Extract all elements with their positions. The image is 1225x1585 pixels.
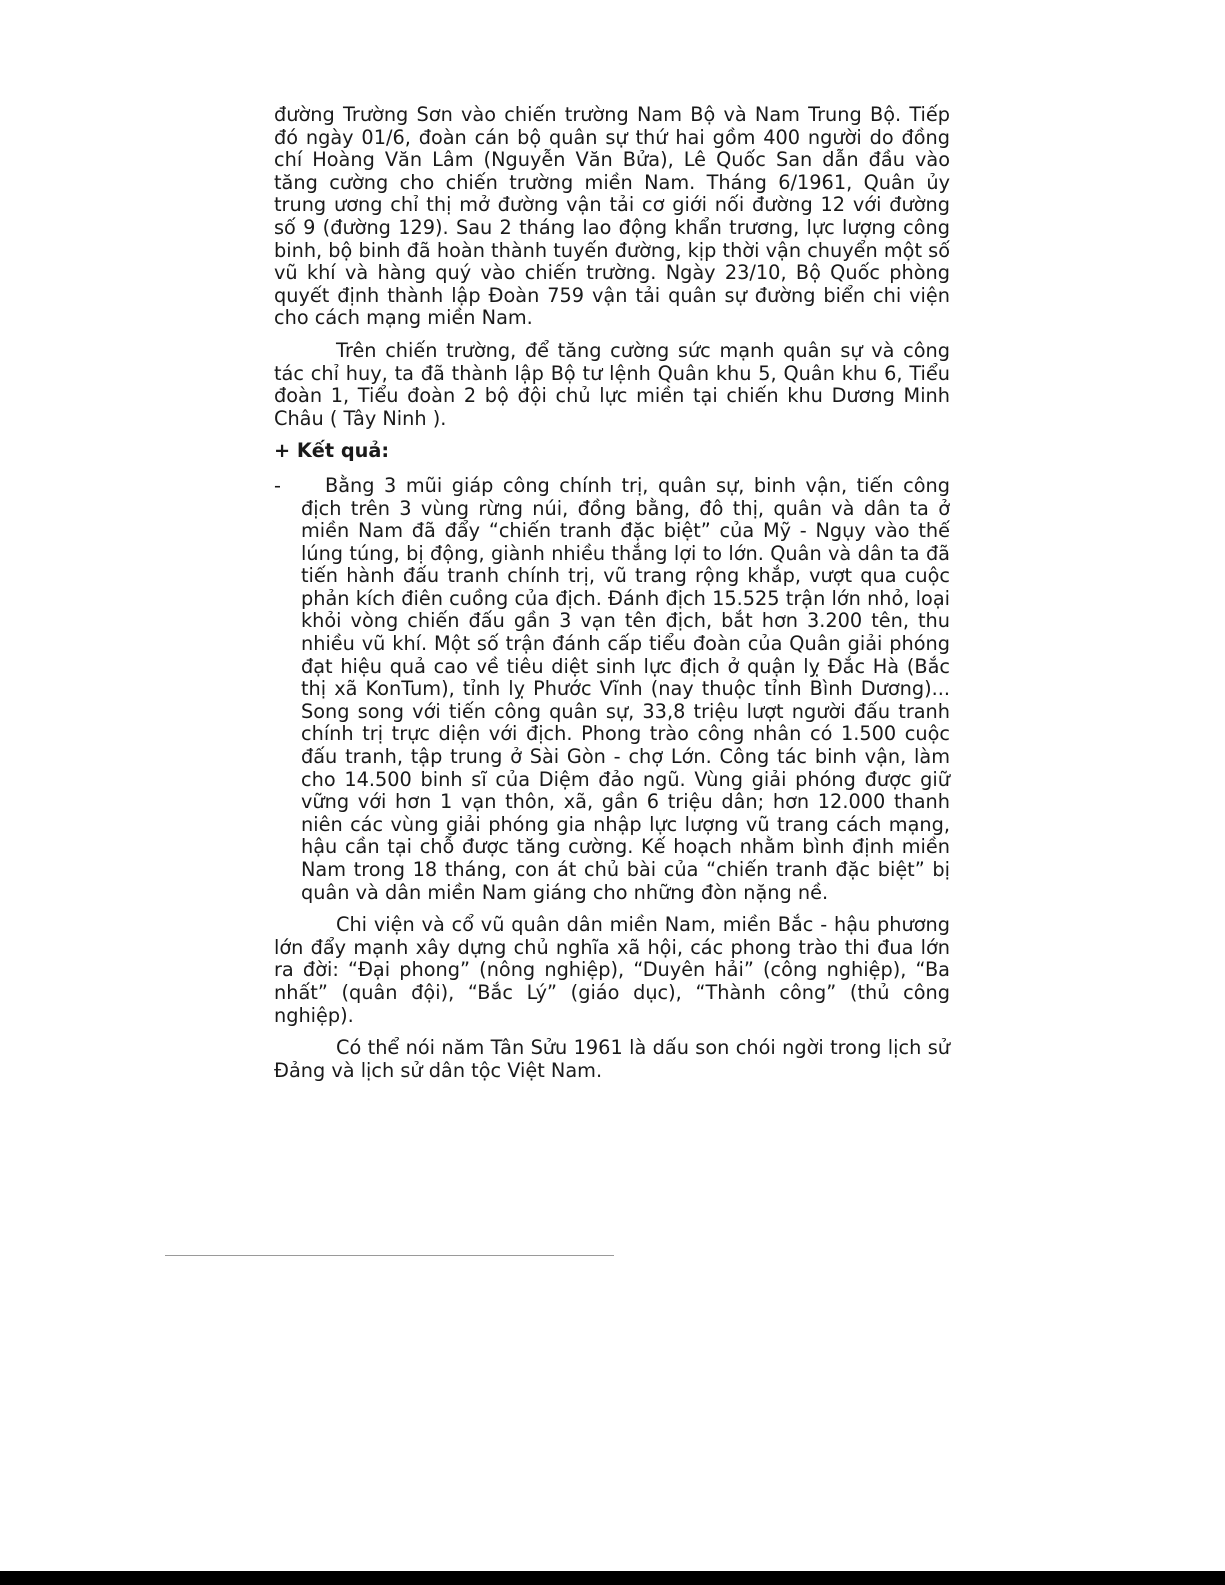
- paragraph-continued: đường Trường Sơn vào chiến trường Nam Bộ và Nam Trung Bộ. Tiếp đó ngày 01/6, đoàn cán bộ quân sự thứ hai gồm 400 người do đồng chí Hoàng Văn Lâm (Nguyễn Văn Bửa), Lê Quốc San dẫn đầu vào tăng cường cho chiến trường miền Nam. Tháng 6/1961, Quân ủy trung ương chỉ thị mở đường vận tải cơ giới nối đường 12 với đường số 9 (đường 129). Sau 2 tháng lao động khẩn trương, lực lượng công binh, bộ binh đã hoàn thành tuyến đường, kịp thời vận chuyển một số vũ khí và hàng quý vào chiến trường. Ngày 23/10, Bộ Quốc phòng quyết định thành lập Đoàn 759 vận tải quân sự đường biển chi viện cho cách mạng miền Nam.: [274, 103, 950, 330]
- page-bottom-edge: [0, 1571, 1225, 1585]
- paragraph-command-structure: Trên chiến trường, để tăng cường sức mạnh quân sự và công tác chỉ huy, ta đã thành lập Bộ tư lệnh Quân khu 5, Quân khu 6, Tiểu đoàn 1, Tiểu đoàn 2 bộ đội chủ lực miền tại chiến khu Dương Minh Châu ( Tây Ninh ).: [274, 338, 950, 430]
- body-text: [274, 104, 950, 1092]
- bullet-text: Bằng 3 mũi giáp công chính trị, quân sự, binh vận, tiến công địch trên 3 vùng rừng núi, đồng bằng, đô thị, quân và dân ta ở miền Nam đã đẩy “chiến tranh đặc biệt” của Mỹ - Ngụy vào thế lúng túng, bị động, giành nhiều thắng lợi to lớn. Quân và dân ta đã tiến hành đấu tranh chính trị, vũ trang rộng khắp, vượt qua cuộc phản kích điên cuồng của địch. Đánh địch 15.525 trận lớn nhỏ, loại khỏi vòng chiến đấu gần 3 vạn tên địch, bắt hơn 3.200 tên, thu nhiều vũ khí. Một số trận đánh cấp tiểu đoàn của Quân giải phóng đạt hiệu quả cao về tiêu diệt sinh lực địch ở quận lỵ Đắc Hà (Bắc thị xã KonTum), tỉnh lỵ Phước Vĩnh (nay thuộc tỉnh Bình Dương)... Song song với tiến công quân sự, 33,8 triệu lượt người đấu tranh chính trị trực diện với địch. Phong trào công nhân có 1.500 cuộc đấu tranh, tập trung ở Sài Gòn - chợ Lớn. Công tác binh vận, làm cho 14.500 binh sĩ của Diệm đảo ngũ. Vùng giải phóng được giữ vững với hơn 1 vạn thôn, xã, gần 6 triệu dân; hơn 12.000 thanh niên các vùng giải phóng gia nhập lực lượng vũ trang cách mạng, hậu cần tại chỗ được tăng cường. Kế hoạch nhằm bình định miền Nam trong 18 tháng, con át chủ bài của “chiến tranh đặc biệt” bị quân và dân miền Nam giáng cho những đòn nặng nề.: [301, 473, 950, 904]
- paragraph-conclusion: Có thể nói năm Tân Sửu 1961 là dấu son chói ngời trong lịch sử Đảng và lịch sử dân tộc Việt Nam.: [274, 1036, 950, 1082]
- section-heading-results: + Kết quả:: [274, 439, 390, 463]
- footnote-separator: [165, 1255, 614, 1256]
- paragraph-north-support: Chi viện và cổ vũ quân dân miền Nam, miền Bắc - hậu phương lớn đẩy mạnh xây dựng chủ nghĩa xã hội, các phong trào thi đua lớn ra đời: “Đại phong” (nông nghiệp), “Duyên hải” (công nghiệp), “Ba nhất” (quân đội), “Bắc Lý” (giáo dục), “Thành công” (thủ công nghiệp).: [274, 913, 950, 1027]
- bullet-item-results: [274, 475, 950, 904]
- bullet-marker: -: [274, 473, 281, 497]
